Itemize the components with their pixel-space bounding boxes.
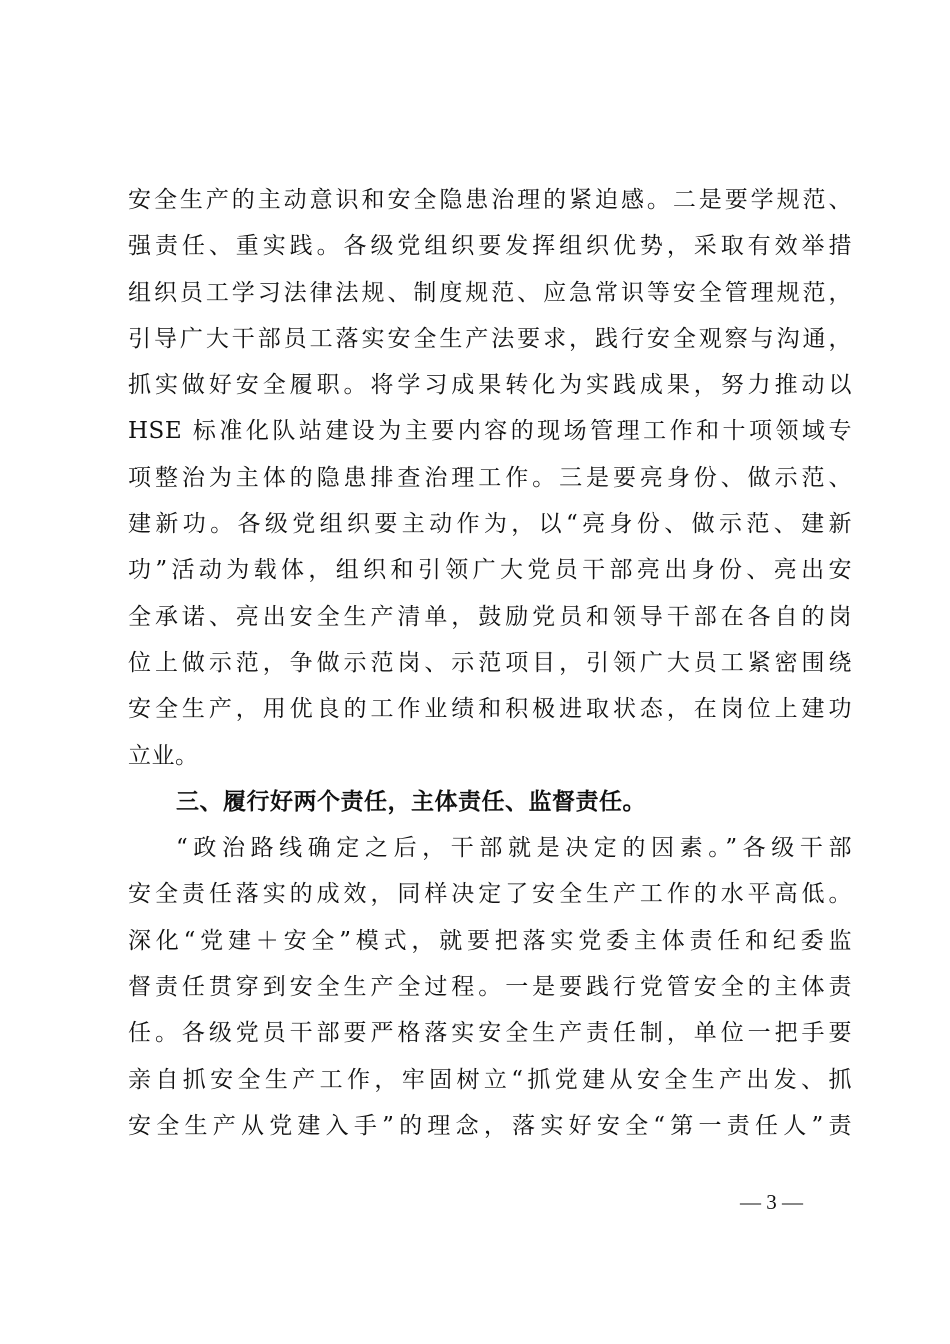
text-line: 任。各级党员干部要严格落实安全生产责任制，单位一把手要 [128,1020,852,1047]
text-line: 安全生产，用优良的工作业绩和积极进取状态，在岗位上建功 [128,696,852,723]
text-line: 安全责任落实的成效，同样决定了安全生产工作的水平高低。 [128,881,852,908]
text-line: 强责任、重实践。各级党组织要发挥组织优势，采取有效举措 [128,233,852,260]
text-line: HSE 标准化队站建设为主要内容的现场管理工作和十项领域专 [128,418,852,445]
text-line: 位上做示范，争做示范岗、示范项目，引领广大员工紧密围绕 [128,649,852,676]
text-line: 深化“党建＋安全”模式，就要把落实党委主体责任和纪委监 [128,927,852,954]
text-line: 督责任贯穿到安全生产全过程。一是要践行党管安全的主体责 [128,974,852,1001]
text-line: 全承诺、亮出安全生产清单，鼓励党员和领导干部在各自的岗 [128,603,852,630]
text-line: 抓实做好安全履职。将学习成果转化为实践成果，努力推动以 [128,372,852,399]
text-line: 亲自抓安全生产工作，牢固树立“抓党建从安全生产出发、抓 [128,1066,852,1093]
section-heading: 三、履行好两个责任，主体责任、监督责任。 [176,788,646,815]
text-line: 安全生产的主动意识和安全隐患治理的紧迫感。二是要学规范、 [128,187,852,213]
text-line: 安全生产从党建入手”的理念，落实好安全“第一责任人”责 [128,1112,852,1139]
text-line: 项整治为主体的隐患排查治理工作。三是要亮身份、做示范、 [128,464,852,491]
body-text [128,177,852,1149]
text-line: “政治路线确定之后，干部就是决定的因素。”各级干部 [176,835,852,862]
text-line: 引导广大干部员工落实安全生产法要求，践行安全观察与沟通， [128,325,852,352]
text-line: 组织员工学习法律法规、制度规范、应急常识等安全管理规范， [128,279,852,306]
page-number: — 3 — [740,1190,803,1214]
text-line: 功”活动为载体，组织和引领广大党员干部亮出身份、亮出安 [128,557,852,584]
text-line: 立业。 [128,742,199,769]
text-line: 建新功。各级党组织要主动作为，以“亮身份、做示范、建新 [128,511,852,538]
